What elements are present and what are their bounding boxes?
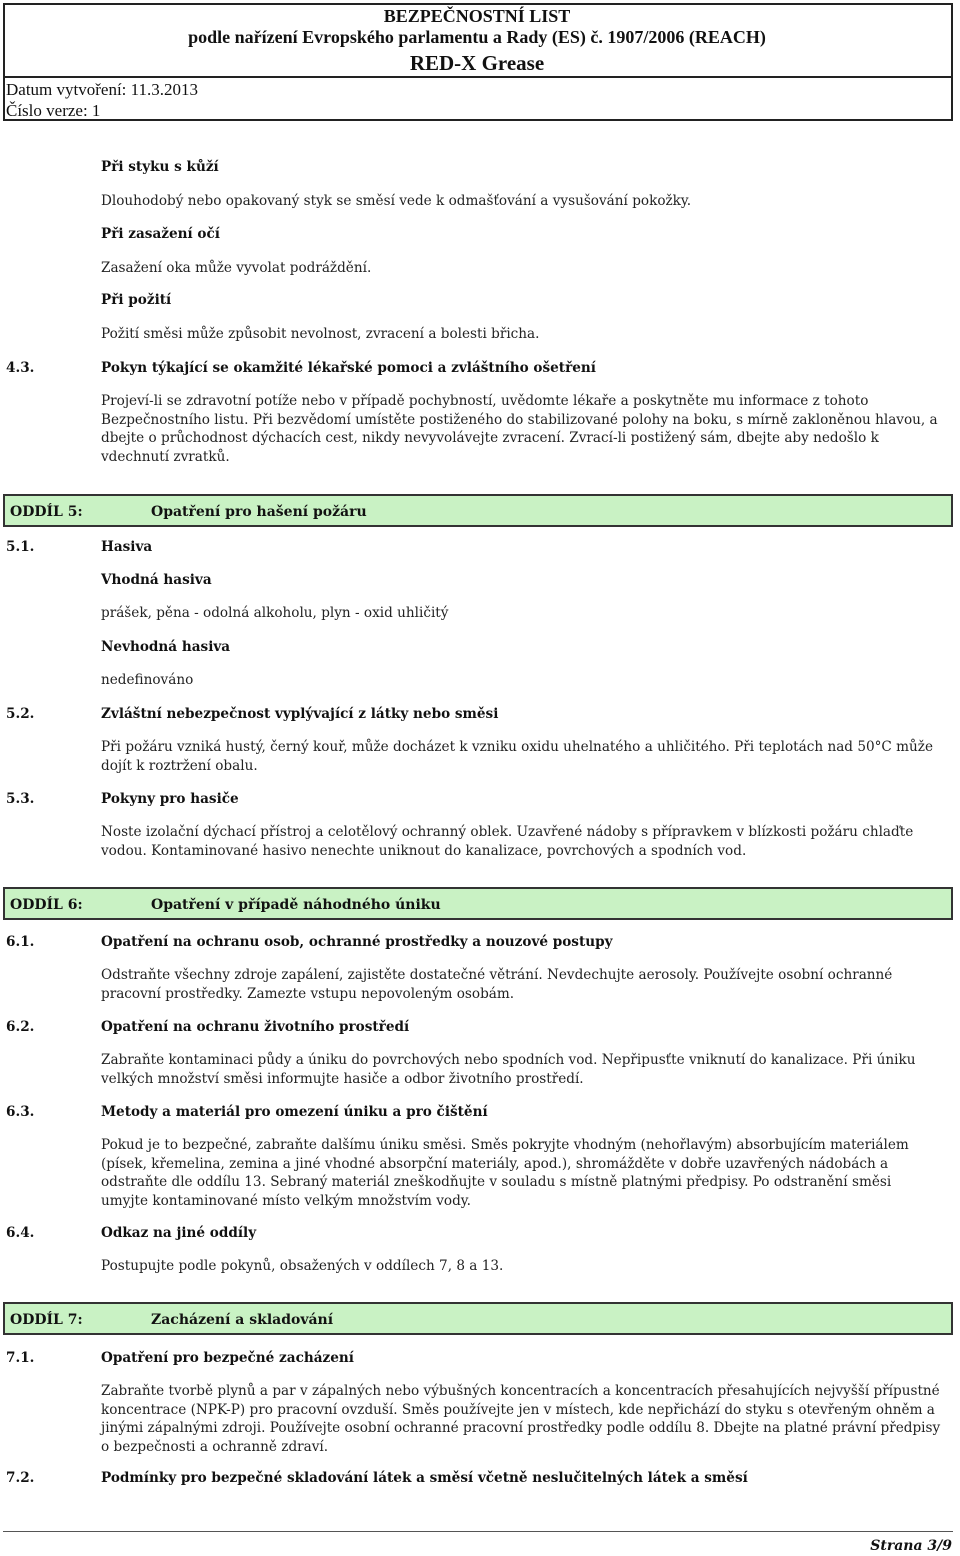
page-number: Strana 3/9 [870,1538,952,1554]
creation-date: Datum vytvoření: 11.3.2013 [6,80,199,99]
section-header-5 [3,494,953,527]
subheading-ingestion: Při požití [101,292,172,308]
subsection-heading: Podmínky pro bezpečné skladování látek a směsí včetně neslučitelných látek a směsí [101,1470,748,1486]
section-header-7 [3,1302,953,1335]
subsection-heading: Opatření na ochranu životního prostředí [101,1019,410,1035]
paragraph-7-1: Zabraňte tvorbě plynů a par v zápalných nebo výbušných koncentracích a koncentracích přesahujících nejvyšší přípustné koncentrace (NPK-P) pro pracovní ovzduší. Směs používejte jen v místech, kde nepřichází do styku s otevřeným ohněm a jinými zápalnými zdroji. Používejte osobní ochranné pracovní prostředky podle oddílu 8. Dbejte na platné právní předpisy o bezpečnosti a ochranně zdraví. [101,1383,941,1455]
paragraph-6-1: Odstraňte všechny zdroje zapálení, zajistěte dostatečné větrání. Nevdechujte aerosoly. Používejte osobní ochranné pracovní prostředky. Zamezte vstupu nepovoleným osobám. [101,967,893,1002]
section-header-6 [3,887,953,920]
text-skin: Dlouhodobý nebo opakovaný styk se směsí vede k odmašťování a vysušování pokožky. [101,193,692,209]
subsection-number: 6.3. [6,1104,35,1120]
subsection-heading: Pokyny pro hasiče [101,791,239,807]
header-divider [3,76,953,78]
subheading-skin: Při styku s kůží [101,159,219,175]
paragraph-5-2: Při požáru vzniká hustý, černý kouř, může docházet k vzniku oxidu uhelnatého a uhličitého. Při teplotách nad 50°C může dojít k roztržení obalu. [101,739,933,774]
subsection-number: 6.1. [6,934,35,950]
section-title: Opatření pro hašení požáru [151,504,367,520]
version-number: Číslo verze: 1 [6,101,101,120]
subsection-heading: Metody a materiál pro omezení úniku a pro čištění [101,1104,488,1120]
section-title: Opatření v případě náhodného úniku [151,897,441,913]
subheading-unsuitable: Nevhodná hasiva [101,639,231,655]
subheading-eye: Při zasažení očí [101,226,220,242]
subsection-heading: Zvláštní nebezpečnost vyplývající z látky nebo směsi [101,706,499,722]
text-eye: Zasažení oka může vyvolat podráždění. [101,260,372,276]
subsection-number: 5.2. [6,706,35,722]
section-label: ODDÍL 7: [10,1312,83,1328]
text-ingestion: Požití směsi může způsobit nevolnost, zvracení a bolesti břicha. [101,326,540,342]
subsection-number: 7.1. [6,1350,35,1366]
section-title: Zacházení a skladování [151,1312,334,1328]
paragraph-6-4: Postupujte podle pokynů, obsažených v oddílech 7, 8 a 13. [101,1258,504,1274]
section-label: ODDÍL 5: [10,504,83,520]
subsection-number: 4.3. [6,360,35,376]
subsection-heading: Pokyn týkající se okamžité lékařské pomoci a zvláštního ošetření [101,360,596,376]
subsection-number: 6.2. [6,1019,35,1035]
product-name: RED-X Grease [409,51,545,75]
subsection-number: 5.3. [6,791,35,807]
subsection-heading: Hasiva [101,539,153,555]
paragraph-4-3: Projeví-li se zdravotní potíže nebo v případě pochybností, uvědomte lékaře a poskytněte mu informace z tohoto Bezpečnostního listu. Při bezvědomí umístěte postiženého do stabilizované polohy na boku, s mírně zakloněnou hlavou, a dbejte o průchodnost dýchacích cest, nikdy nevyvolávejte zvracení. Zvrací-li postižený sám, dbejte aby nedošlo k vdechnutí zvratků. [101,393,938,465]
subsection-number: 6.4. [6,1225,35,1241]
section-label: ODDÍL 6: [10,897,83,913]
subheading-suitable: Vhodná hasiva [101,572,212,588]
subsection-heading: Opatření na ochranu osob, ochranné prostředky a nouzové postupy [101,934,613,950]
paragraph-6-2: Zabraňte kontaminaci půdy a úniku do povrchových nebo spodních vod. Nepřipusťte vniknutí do kanalizace. Při úniku velkých množství směsi informujte hasiče a odbor životního prostředí. [101,1052,916,1087]
subsection-number: 7.2. [6,1470,35,1486]
document-subtitle: podle nařízení Evropského parlamentu a Rady (ES) č. 1907/2006 (REACH) [188,27,766,47]
text-suitable: prášek, pěna - odolná alkoholu, plyn - oxid uhličitý [101,605,449,621]
text-unsuitable: nedefinováno [101,672,194,688]
subsection-heading: Opatření pro bezpečné zacházení [101,1350,354,1366]
paragraph-5-3: Noste izolační dýchací přístroj a celotělový ochranný oblek. Uzavřené nádoby s přípravkem v blízkosti požáru chlaďte vodou. Kontaminované hasivo nenechte uniknout do kanalizace, povrchových a spodních vod. [101,824,914,859]
footer-divider [3,1531,953,1532]
subsection-number: 5.1. [6,539,35,555]
document-title: BEZPEČNOSTNÍ LIST [383,6,571,26]
paragraph-6-3: Pokud je to bezpečné, zabraňte dalšímu úniku směsi. Směs pokryjte vhodným (nehořlavým) absorbujícím materiálem (písek, křemelina, zemina a jiné vhodné absorpční materiály, apod.), shromážděte v dobře uzavřených nádobách a odstraňte dle oddílu 13. Sebraný materiál zneškodňujte v souladu s místně platnými předpisy. Po odstranění směsi umyjte kontaminované místo velkým množstvím vody. [101,1137,909,1209]
subsection-heading: Odkaz na jiné oddíly [101,1225,257,1241]
